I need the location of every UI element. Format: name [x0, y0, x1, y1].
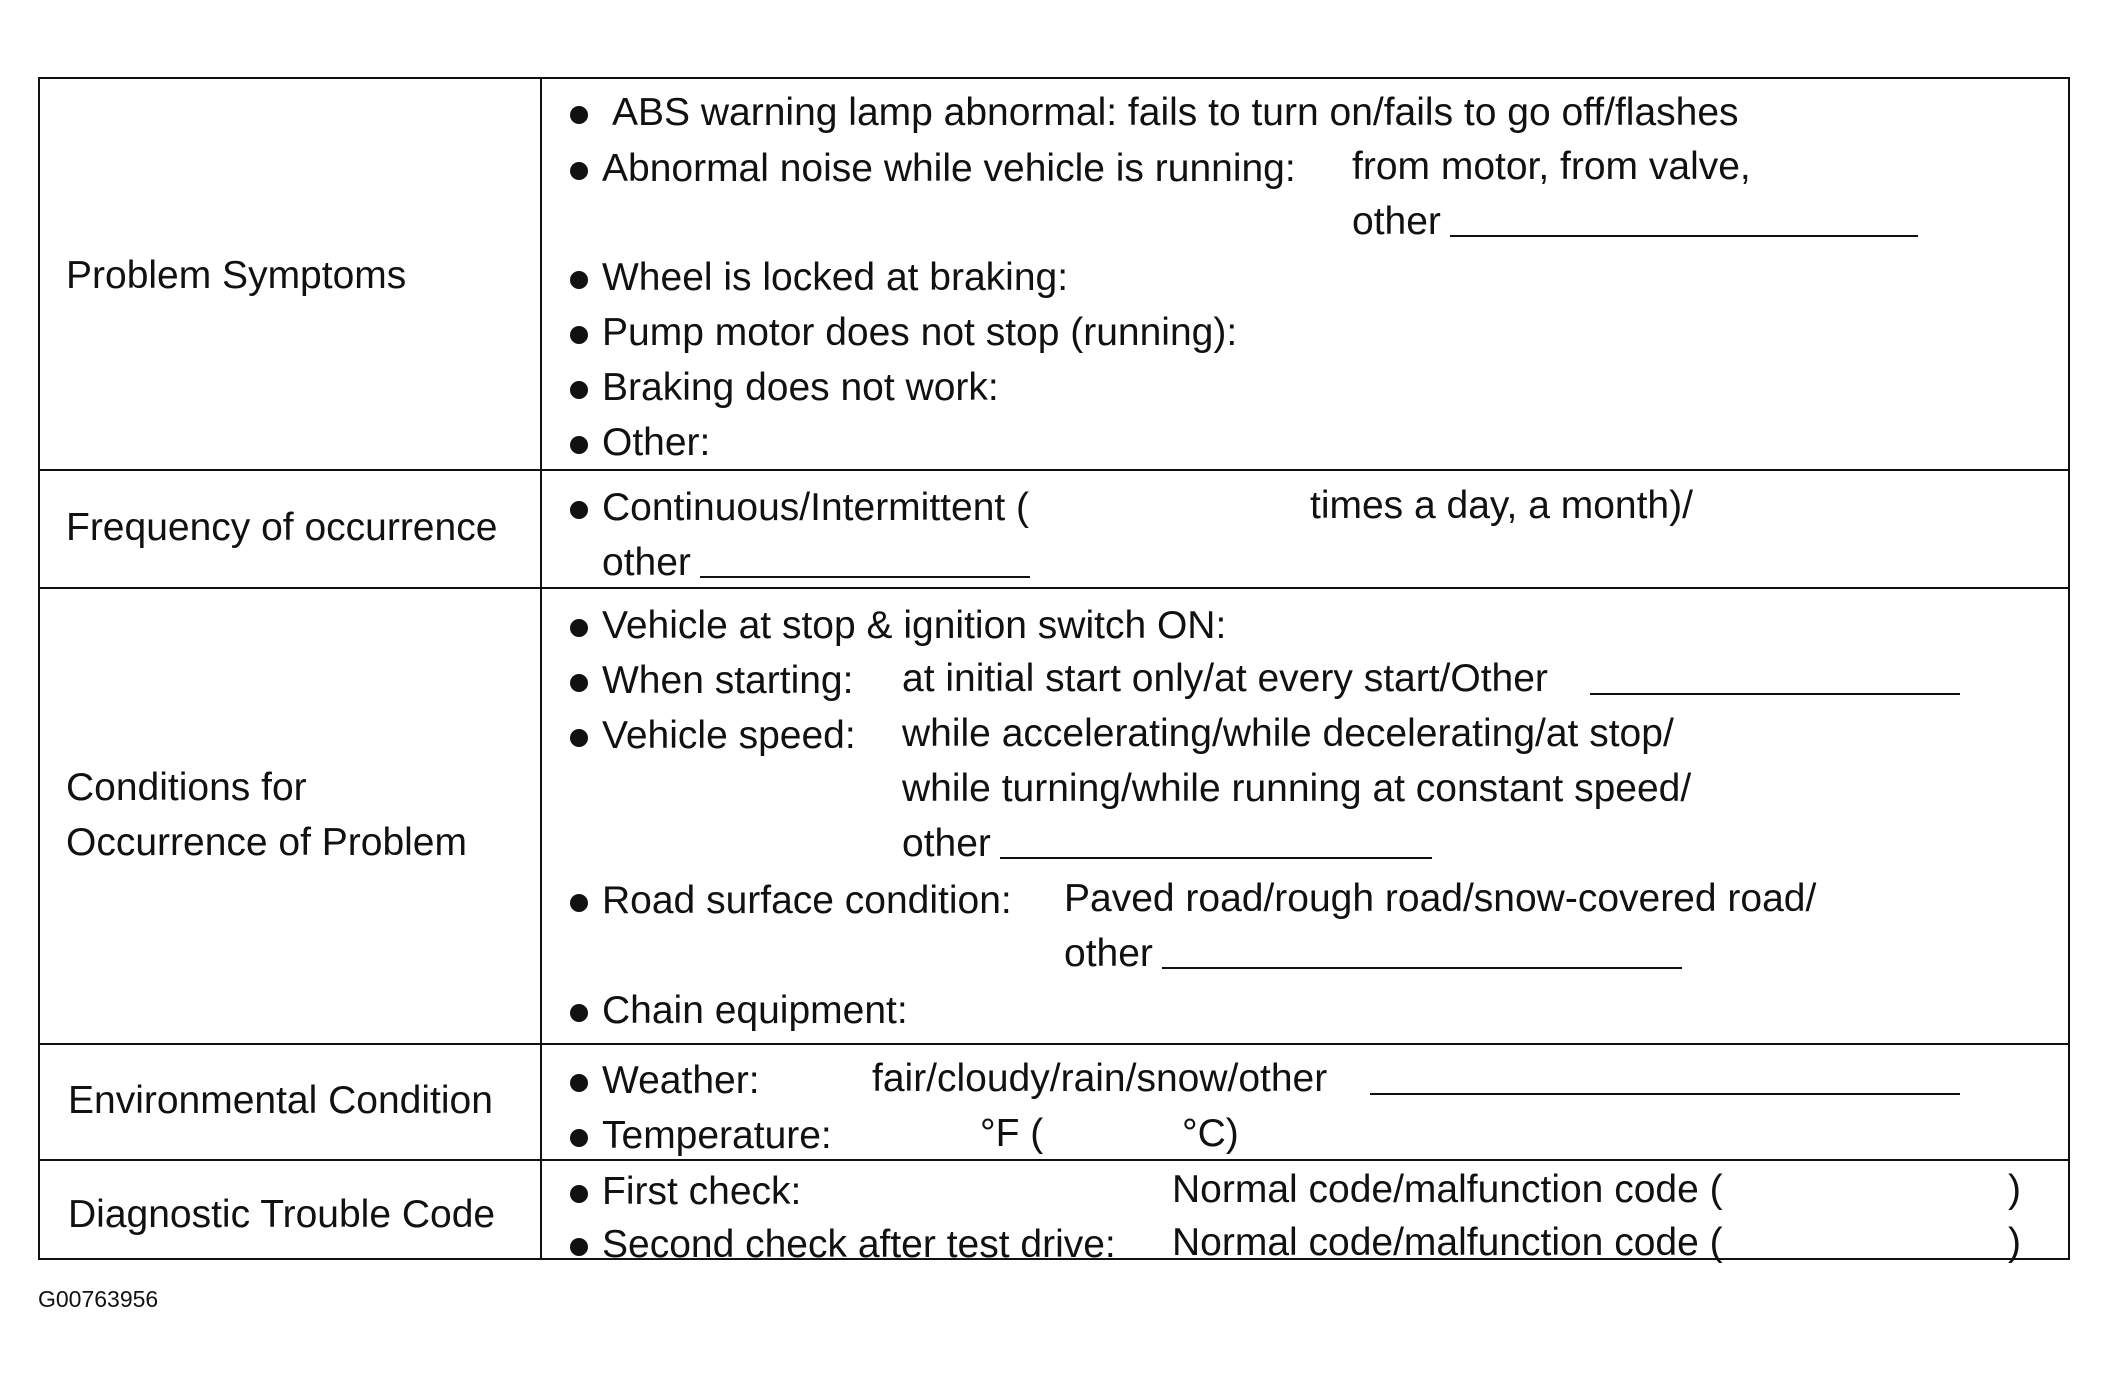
condition-road-value-1: Paved road/rough road/snow-covered road/ [1064, 877, 1817, 920]
row-conditions [40, 587, 2068, 1045]
bullet-icon [570, 326, 588, 344]
bullet-icon [570, 1074, 588, 1092]
bullet-icon [570, 271, 588, 289]
bullet-icon [570, 1238, 588, 1256]
blank-line [700, 576, 1030, 578]
bullet-icon [570, 674, 588, 692]
condition-starting-label: When starting: [602, 659, 854, 702]
dtc-first-close: ) [2008, 1168, 2021, 1211]
bullet-icon [570, 729, 588, 747]
row-label-frequency: Frequency of occurrence [66, 506, 498, 549]
bullet-icon [570, 1185, 588, 1203]
symptom-noise-other: other [1352, 200, 1441, 243]
bullet-icon [570, 162, 588, 180]
symptom-noise-source: from motor, from valve, [1352, 145, 1751, 188]
frequency-other: other [602, 541, 691, 584]
symptom-braking: Braking does not work: [602, 366, 999, 409]
row-environment [40, 1043, 2068, 1161]
row-label-environment: Environmental Condition [68, 1079, 493, 1122]
symptom-abs-lamp: ABS warning lamp abnormal: fails to turn on/fails to go off/flashes [612, 91, 1739, 134]
figure-code: G00763956 [38, 1286, 159, 1312]
symptom-other: Other: [602, 421, 711, 464]
symptom-abnormal-noise: Abnormal noise while vehicle is running: [602, 147, 1296, 190]
symptom-pump-motor: Pump motor does not stop (running): [602, 311, 1238, 354]
row-label-dtc: Diagnostic Trouble Code [68, 1193, 496, 1236]
environment-weather-label: Weather: [602, 1059, 760, 1102]
diagnosis-form-table [38, 77, 2070, 1266]
bullet-icon [570, 436, 588, 454]
condition-speed-label: Vehicle speed: [602, 714, 856, 757]
blank-line [1000, 857, 1432, 859]
condition-road-label: Road surface condition: [602, 879, 1012, 922]
frequency-continuous: Continuous/Intermittent ( [602, 486, 1030, 529]
row-label-conditions-1: Conditions for [66, 766, 307, 809]
bullet-icon [570, 381, 588, 399]
dtc-second-label: Second check after test drive: [602, 1223, 1116, 1266]
frequency-times: times a day, a month)/ [1310, 484, 1693, 527]
condition-road-value-2: other [1064, 932, 1153, 975]
condition-chain: Chain equipment: [602, 989, 908, 1032]
dtc-second-close: ) [2008, 1221, 2021, 1264]
dtc-second-value: Normal code/malfunction code ( [1172, 1221, 1723, 1264]
bullet-icon [570, 501, 588, 519]
bullet-icon [570, 106, 588, 124]
environment-weather-value: fair/cloudy/rain/snow/other [872, 1057, 1328, 1100]
blank-line [1370, 1093, 1960, 1095]
dtc-first-value: Normal code/malfunction code ( [1172, 1168, 1723, 1211]
blank-line [1450, 235, 1918, 237]
row-problem-symptoms [40, 79, 2068, 469]
symptom-wheel-locked: Wheel is locked at braking: [602, 256, 1069, 299]
condition-speed-value-2: while turning/while running at constant speed/ [902, 767, 1692, 810]
bullet-icon [570, 1004, 588, 1022]
row-label-problem-symptoms: Problem Symptoms [66, 254, 407, 297]
bullet-icon [570, 619, 588, 637]
condition-speed-value-1: while accelerating/while decelerating/at stop/ [902, 712, 1674, 755]
row-dtc [40, 1159, 2068, 1264]
blank-line [1162, 967, 1682, 969]
condition-at-stop: Vehicle at stop & ignition switch ON: [602, 604, 1227, 647]
environment-temp-c: °C) [1182, 1112, 1239, 1155]
bullet-icon [570, 1129, 588, 1147]
blank-line [1590, 693, 1960, 695]
condition-speed-value-3: other [902, 822, 991, 865]
row-frequency [40, 469, 2068, 589]
environment-temp-f: °F ( [980, 1112, 1044, 1155]
bullet-icon [570, 894, 588, 912]
environment-temp-label: Temperature: [602, 1114, 832, 1157]
condition-starting-value: at initial start only/at every start/Other [902, 657, 1548, 700]
dtc-first-label: First check: [602, 1170, 802, 1213]
row-label-conditions-2: Occurrence of Problem [66, 821, 467, 864]
